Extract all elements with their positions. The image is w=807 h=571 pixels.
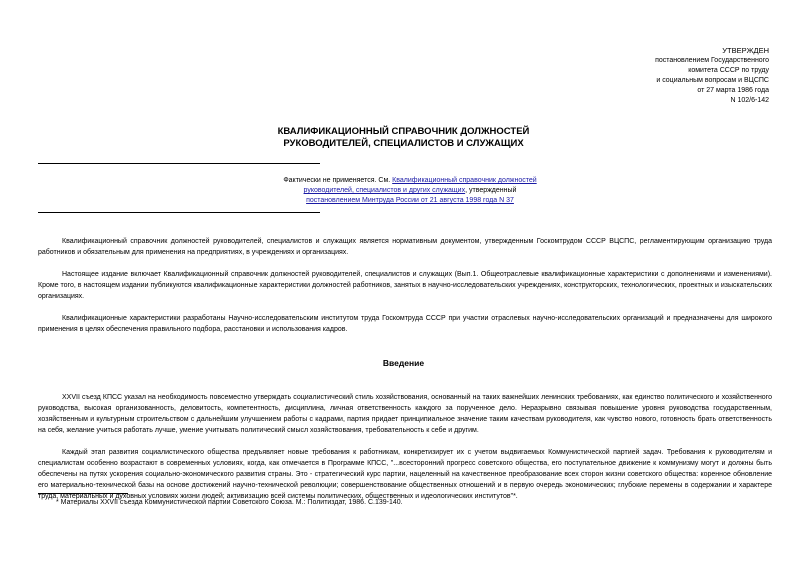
intro-paragraph: Каждый этап развития социалистического общества предъявляет новые требования к работникам, конкретизирует их с учетом выдвигаемых Коммунистической партией задач. Требования к руководителям и специалистам особенно возрастают в современных условиях, когда, как отмечается в Программе КПСС, "...всесторонний прогресс советского общества, его поступательное движение к коммунизму могут и должны быть обеспечены на путях ускорения социально-экономического развития страны. Это - стратегический курс партии, нацеленный на качественное преобразование всех сторон жизни советского общества: коренное обновление его материально-технической базы на основе достижений научно-технической революции; совершенствование общественных отношений и в первую очередь экономических; глубокие перемены в содержании и характере труда, материальных и духовных условиях жизни людей; активизацию всей системы политических, общественных и идеологических институтов"*. [38, 449, 772, 500]
status-notice [220, 176, 600, 206]
preface-paragraph: Квалификационный справочник должностей руководителей, специалистов и служащих является нормативным документом, утвержденным Госкомтрудом СССР ВЦСПС, регламентирующим организацию труда работников и обязательным для применения на предприятиях, в учреждениях и организациях. [38, 238, 772, 256]
divider-top [38, 163, 320, 164]
document-title [0, 126, 807, 150]
reference-link-handbook-cont[interactable]: руководителей, специалистов и других служащих [303, 187, 466, 194]
approval-head: УТВЕРЖДЕН [722, 46, 769, 55]
approval-line: и социальным вопросам и ВЦСПС [656, 77, 769, 84]
reference-link-handbook[interactable]: Квалификационный справочник должностей [392, 177, 537, 184]
preface-paragraph: Настоящее издание включает Квалификационный справочник должностей руководителей, специалистов и служащих (Вып.1. Общеотраслевые квалификационные характеристики с дополнениями и изменениями). Кроме того, в настоящем издании публикуются квалификационные характеристики должностей работников, занятых в научно-исследовательских учреждениях, конструкторских, технологических, проектных и изыскательских организациях. [38, 271, 772, 300]
approval-line: N 102/6-142 [730, 97, 769, 104]
preface-section [38, 236, 772, 346]
approval-line: постановлением Государственного [655, 57, 769, 64]
intro-section [38, 392, 772, 513]
intro-heading: Введение [382, 358, 425, 368]
notice-prefix: Фактически не применяется. См. [283, 177, 393, 184]
approval-block [539, 46, 769, 106]
approval-line: комитета СССР по труду [688, 67, 769, 74]
footnote-divider [38, 493, 128, 494]
divider-bottom [38, 212, 320, 213]
title-line-1: КВАЛИФИКАЦИОННЫЙ СПРАВОЧНИК ДОЛЖНОСТЕЙ [277, 126, 530, 137]
approval-line: от 27 марта 1986 года [697, 87, 769, 94]
title-line-2: РУКОВОДИТЕЛЕЙ, СПЕЦИАЛИСТОВ И СЛУЖАЩИХ [283, 138, 524, 149]
notice-mid: , утвержденный [465, 187, 517, 194]
reference-link-resolution[interactable]: постановлением Минтруда России от 21 августа 1998 года N 37 [306, 197, 514, 204]
footnote: * Материалы XXVII съезда Коммунистической партии Советского Союза. М.: Политиздат, 1986. С.139-140. [56, 499, 403, 506]
intro-paragraph: XXVII съезд КПСС указал на необходимость повсеместно утверждать социалистический стиль хозяйствования, основанный на таких важнейших ленинских требованиях, как единство политического и хозяйственного руководства, высокая организованность, деловитость, компетентность, дисциплина, личная ответственность каждого за порученное дело. Неразрывно связывая повышение уровня руководства государственным, хозяйственным и культурным строительством с дальнейшим улучшением работы с кадрами, партия придает принципиальное значение таким качествам руководителя, как чувство нового, готовность брать ответственность на себя, желание учиться работать лучше, умение учитывать политический смысл хозяйствования, требовательность к себе и другим. [38, 394, 772, 434]
preface-paragraph: Квалификационные характеристики разработаны Научно-исследовательским институтом труда Госкомтруда СССР при участии отраслевых научно-исследовательских организаций и предназначены для широкого применения в целях обеспечения правильного подбора, расстановки и использования кадров. [38, 315, 772, 333]
